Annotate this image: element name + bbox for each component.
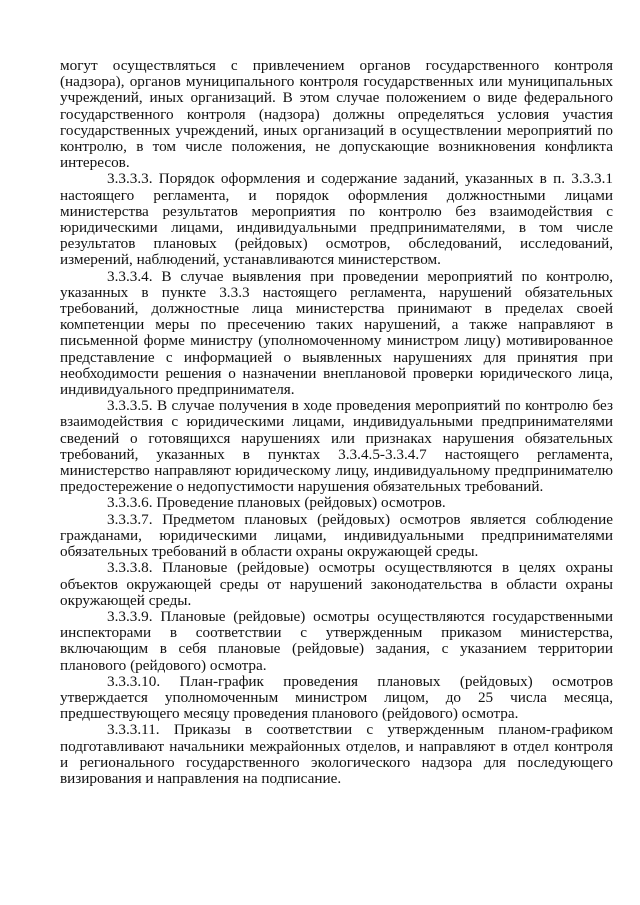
- paragraph-3-3-3-8: 3.3.3.8. Плановые (рейдовые) осмотры осуществляются в целях охраны объектов окружающей среды от нарушений законодательства в области охраны окружающей среды.: [60, 559, 613, 609]
- paragraph-1-continuation: могут осуществляться с привлечением органов государственного контроля (надзора), органов муниципального контроля государственных или муниципальных учреждений, иных организаций. В этом случае положением о виде федерального государственного контроля (надзора) должны определяться условия участия государственных учреждений, иных организаций в осуществлении мероприятий по контролю, в том числе положения, не допускающие возникновения конфликта интересов.: [60, 57, 613, 172]
- paragraph-3-3-3-11: 3.3.3.11. Приказы в соответствии с утвержденным планом-графиком подготавливают начальники межрайонных отделов, и направляют в отдел контроля и регионального государственного экологического надзора для последующего визирования и направления на подписание.: [60, 721, 613, 787]
- paragraph-3-3-3-6: 3.3.3.6. Проведение плановых (рейдовых) осмотров.: [107, 494, 446, 512]
- paragraph-3-3-3-4: 3.3.3.4. В случае выявления при проведении мероприятий по контролю, указанных в пункте 3.3.3 настоящего регламента, нарушений обязательных требований, должностные лица министерства принимают в пределах своей компетенции меры по пресечению таких нарушений, а также направляют в письменной форме министру (уполномоченному министром лицу) мотивированное представление с информацией о выявленных нарушениях для принятия при необходимости решения о назначении внеплановой проверки юридического лица, индивидуального предпринимателя.: [60, 267, 613, 399]
- paragraph-3-3-3-10: 3.3.3.10. План-график проведения плановых (рейдовых) осмотров утверждается уполномоченным министром лицом, до 25 числа месяца, предшествующего месяцу проведения планового (рейдового) осмотра.: [60, 672, 613, 723]
- document-page: [60, 58, 613, 787]
- paragraph-3-3-3-7: 3.3.3.7. Предметом плановых (рейдовых) осмотров является соблюдение гражданами, юридическими лицами, индивидуальными предпринимателями обязательных требований в области охраны окружающей среды.: [60, 510, 613, 561]
- paragraph-3-3-3-5: 3.3.3.5. В случае получения в ходе проведения мероприятий по контролю без взаимодействия с юридическими лицами, индивидуальными предпринимателями сведений о готовящихся нарушениях или признаках нарушения обязательных требований, указанных в пунктах 3.3.4.5-3.3.4.7 настоящего регламента, министерство направляют юридическому лицу, индивидуальному предпринимателю предостережение о недопустимости нарушения обязательных требований.: [60, 397, 613, 496]
- paragraph-3-3-3-3: 3.3.3.3. Порядок оформления и содержание заданий, указанных в п. 3.3.3.1 настоящего регламента, и порядок оформления должностными лицами министерства результатов мероприятия по контролю без взаимодействия с юридическими лицами, индивидуальными предпринимателями, в том числе результатов плановых (рейдовых) осмотров, обследований, исследований, измерений, наблюдений, устанавливаются министерством.: [60, 170, 613, 269]
- paragraph-3-3-3-9: 3.3.3.9. Плановые (рейдовые) осмотры осуществляются государственными инспекторами в соответствии с утвержденным приказом министерства, включающим в себя плановые (рейдовые) задания, с указанием территории планового (рейдового) осмотра.: [60, 607, 613, 674]
